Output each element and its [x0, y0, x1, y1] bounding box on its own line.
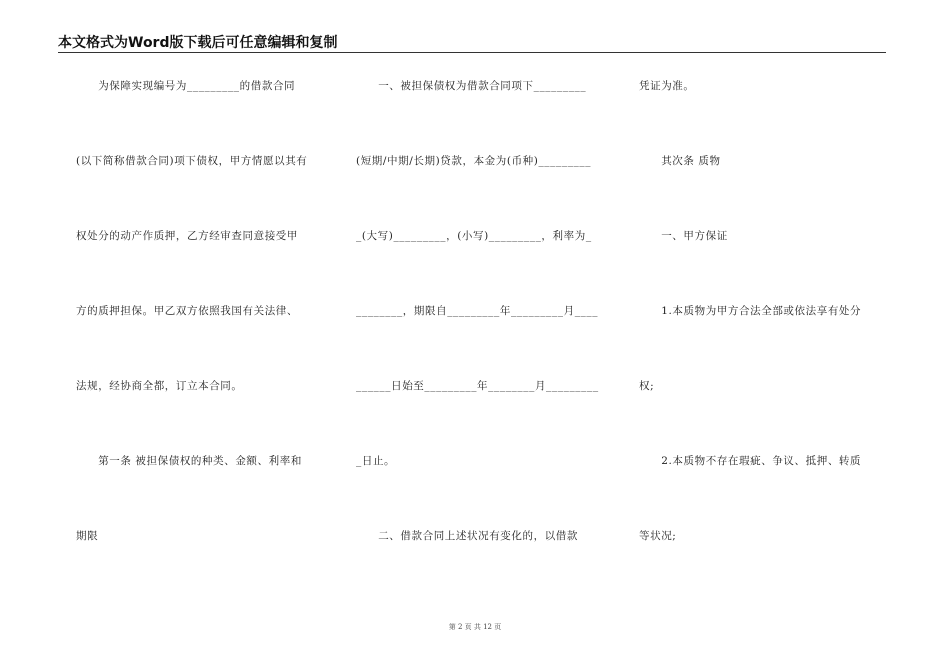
page-number: 第 2 页 共 12 页 [448, 623, 502, 631]
text-line: 权; [639, 380, 655, 392]
text-line: ______日始至_________年________月_________ [356, 380, 599, 392]
text-line: 一、被担保债权为借款合同项下_________ [356, 80, 587, 92]
text-line: 等状况; [639, 530, 677, 542]
text-column-3 [639, 0, 884, 600]
text-line: 其次条 质物 [639, 155, 721, 167]
text-column-1 [76, 0, 326, 600]
text-line: 凭证为准。 [639, 80, 695, 92]
header-title: 本文格式为Word版下载后可任意编辑和复制 [58, 35, 338, 51]
text-line: 期限 [76, 530, 99, 542]
text-line: 第一条 被担保债权的种类、金额、利率和 [76, 455, 302, 467]
text-line: (以下简称借款合同)项下债权，甲方情愿以其有 [76, 155, 308, 167]
text-line: 1.本质物为甲方合法全部或依法享有处分 [639, 305, 862, 317]
text-line: 为保障实现编号为_________的借款合同 [76, 80, 296, 92]
text-line: 一、甲方保证 [639, 230, 728, 242]
text-column-2 [356, 0, 608, 600]
text-line: 法规，经协商全都，订立本合同。 [76, 380, 243, 392]
text-line: ________，期限自_________年_________月____ [356, 305, 599, 317]
text-line: 权处分的动产作质押，乙方经审查同意接受甲 [76, 230, 298, 242]
text-line: 二、借款合同上述状况有变化的，以借款 [356, 530, 578, 542]
text-line: (短期/中期/长期)贷款，本金为(币种)_________ [356, 155, 592, 167]
text-line: 2.本质物不存在瑕疵、争议、抵押、转质 [639, 455, 862, 467]
text-line: 方的质押担保。甲乙双方依照我国有关法律、 [76, 305, 298, 317]
text-line: _日止。 [356, 455, 396, 467]
text-line: _(大写)_________，(小写)_________，利率为_ [356, 230, 592, 242]
